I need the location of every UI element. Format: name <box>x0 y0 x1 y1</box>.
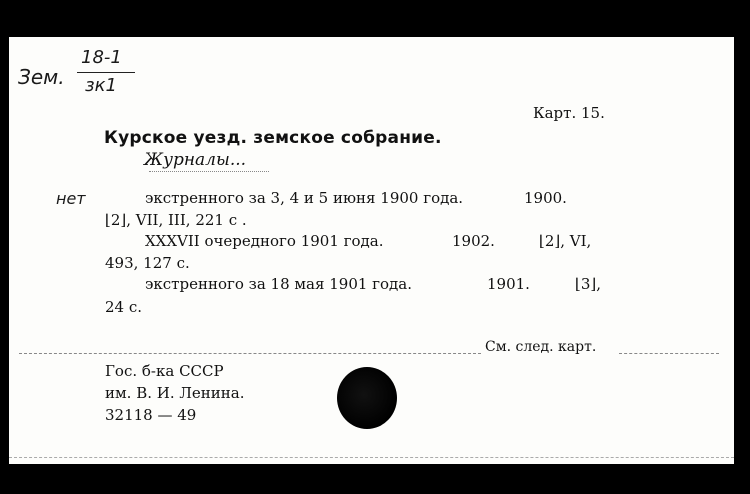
subheading-underline <box>149 171 269 172</box>
catalog-card <box>9 37 734 464</box>
margin-note: нет <box>56 189 86 208</box>
entry-3-extent: 24 с. <box>105 298 143 316</box>
entry-1-title: экстренного за 3, 4 и 5 июня 1900 года. <box>145 189 464 207</box>
entry-2-extent: 493, 127 с. <box>105 254 190 272</box>
entry-2-volume: ⌊2⌋, VI, <box>539 232 592 250</box>
handwritten-prefix: Зем. <box>18 65 65 89</box>
entry-2-year: 1902. <box>452 232 495 250</box>
library-name: Гос. б-ка СССР <box>105 362 224 380</box>
library-dedication: им. В. И. Ленина. <box>105 384 245 402</box>
card-subheading: Журналы... <box>144 150 247 170</box>
separator-line-right <box>619 353 719 354</box>
separator-line-left <box>19 353 481 354</box>
handwritten-denominator: зк1 <box>85 75 117 96</box>
punch-hole <box>337 367 397 429</box>
entry-3-year: 1901. <box>487 275 530 293</box>
continuation-note: См. след. карт. <box>485 339 597 355</box>
card-number: Карт. 15. <box>533 104 605 122</box>
entry-1-year: 1900. <box>524 189 567 207</box>
bottom-edge-line <box>9 457 734 458</box>
entry-3-volume: ⌊3⌋, <box>575 275 602 293</box>
entry-1-extent: ⌊2⌋, VII, III, 221 с . <box>105 211 247 229</box>
handwritten-numerator: 18-1 <box>81 47 122 68</box>
library-accession: 32118 — 49 <box>105 406 197 424</box>
entry-3-title: экстренного за 18 мая 1901 года. <box>145 275 413 293</box>
card-heading: Курское уезд. земское собрание. <box>104 128 442 148</box>
entry-2-title: XXXVII очередного 1901 года. <box>145 232 384 250</box>
fraction-line <box>77 72 135 73</box>
